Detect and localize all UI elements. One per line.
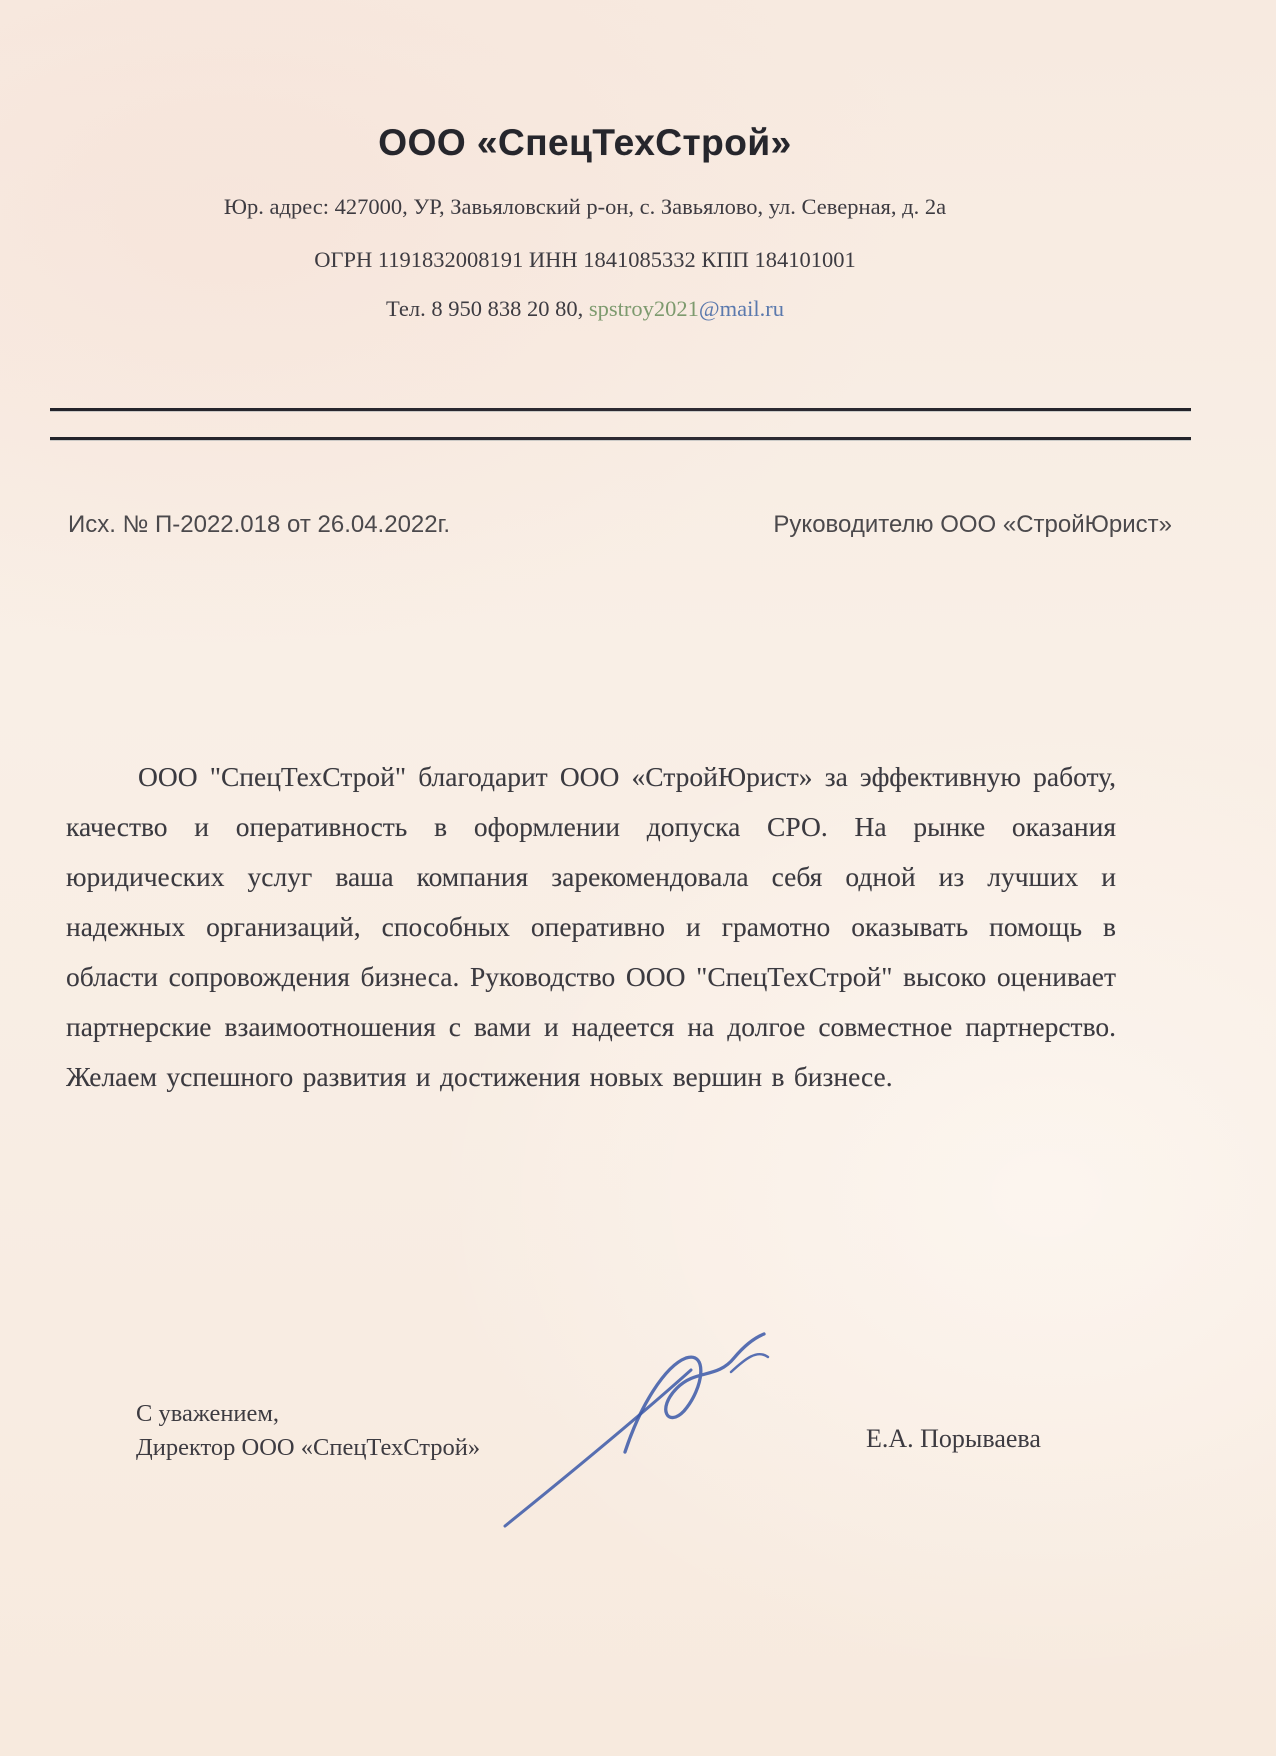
closing-salutation: С уважением, (136, 1400, 280, 1427)
letterhead-divider-bottom (50, 437, 1191, 440)
registration-numbers: ОГРН 1191832008191 ИНН 1841085332 КПП 184101001 (314, 247, 856, 272)
signer-position: Директор ООО «СпецТехСтрой» (136, 1433, 481, 1461)
outgoing-number: Исх. № П-2022.018 от 26.04.2022г. (68, 511, 451, 538)
phone-number: Тел. 8 950 838 20 80, (386, 296, 589, 321)
letterhead-divider-top (50, 408, 1191, 411)
email-address-user: spstroy2021 (588, 296, 699, 321)
company-title: ООО «СпецТехСтрой» (378, 122, 792, 163)
email-address-domain: @mail.ru (698, 296, 784, 321)
contact-line (0, 296, 1170, 322)
reference-row (68, 511, 1172, 539)
signer-name: Е.А. Порываева (866, 1424, 1041, 1453)
legal-address: Юр. адрес: 427000, УР, Завьяловский р-он, с. Завьялово, ул. Северная, д. 2а (223, 194, 947, 219)
handwritten-signature-icon (495, 1330, 805, 1540)
recipient: Руководителю ООО «СтройЮрист» (773, 511, 1172, 538)
letter-body-paragraph: ООО "СпецТехСтрой" благодарит ООО «СтройЮрист» за эффективную работу, качество и оперативность в оформлении допуска СРО. На рынке оказания юридических услуг ваша компания зарекомендовала себя одной из лучших и надежных организаций, способных оперативно и грамотно оказывать помощь в области сопровождения бизнеса. Руководство ООО "СпецТехСтрой" высоко оценивает партнерские взаимоотношения с вами и надеется на долгое совместное партнерство. Желаем успешного развития и достижения новых вершин в бизнесе. (66, 761, 1116, 1092)
closing-block (136, 1397, 480, 1464)
